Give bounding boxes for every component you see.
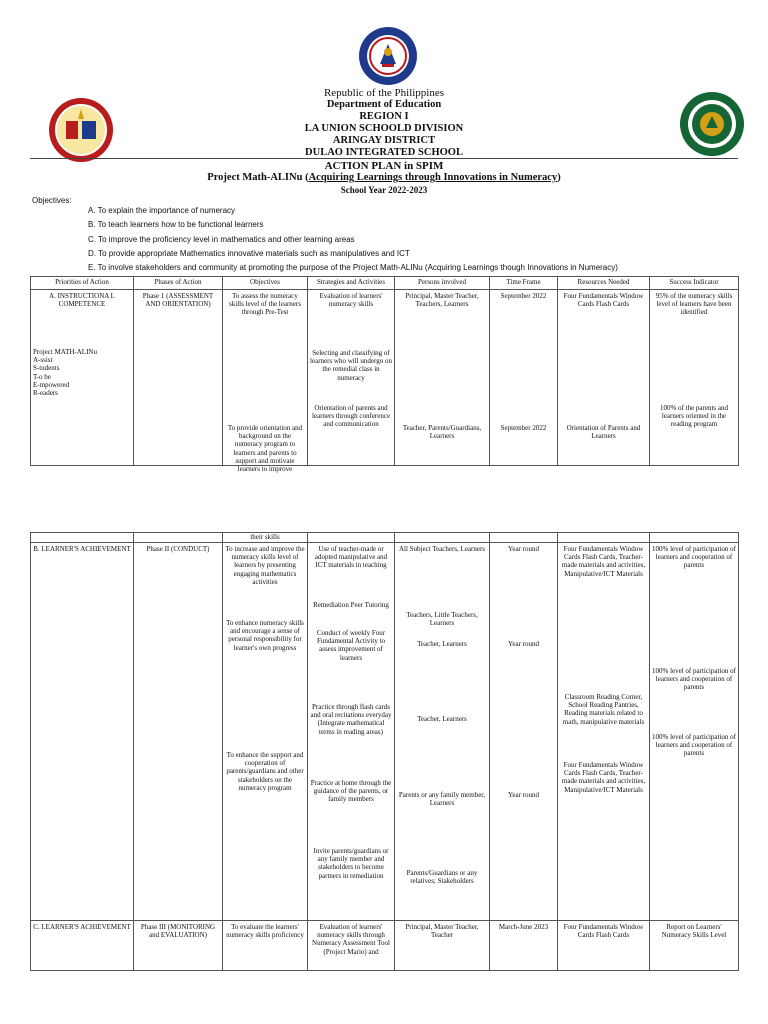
strategy-text: Remediation Peer Tutoring (313, 601, 389, 609)
resources-text: Classroom Reading Corner, School Reading Pantries, Reading materials related to math, manipulative materials (562, 693, 645, 726)
project-title-underlined: Acquiring Learnings through Innovations in Numeracy (308, 172, 558, 183)
acronym-line: R-eaders (33, 389, 58, 398)
priority-cell (31, 290, 134, 466)
time-cell (490, 290, 558, 466)
strategy-text: Evaluation of learners' numeracy skills through Numeracy Assessment Tool (Project Mario) and (312, 923, 390, 956)
objectives-label: Objectives: (32, 196, 72, 205)
success-cell (650, 543, 739, 921)
empty-cell (395, 533, 490, 543)
empty-cell (490, 533, 558, 543)
project-title-suffix: ) (557, 172, 561, 183)
resources-text: Four Fundamentals Window Cards Flash Cards (563, 923, 644, 940)
resources-text: Orientation of Parents and Learners (566, 424, 641, 441)
continued-objective-text: their skills (250, 533, 280, 541)
empty-cell (134, 533, 223, 543)
objective-e: E. To involve stakeholders and community at promoting the purpose of the Project Math-ALINu (Acquiring Learnings though Innovations in Numeracy) (88, 263, 618, 272)
persons-text: Principal, Master Teacher, Teacher (405, 923, 479, 940)
acronym-line: S-tudents (33, 364, 60, 373)
objective-text: To enhance the support and cooperation of parents/guardians and other stakeholders on the numeracy program (226, 751, 304, 792)
phase-text: Phase II (CONDUCT) (146, 545, 210, 553)
strategy-text: Selecting and classifying of learners who will undergo on the remedial class in numeracy (310, 349, 392, 382)
objective-text: To assess the numeracy skills level of the learners through Pre-Test (229, 292, 301, 317)
strategy-text: Practice through flash cards and oral recitations everyday (Integrate mathematical terms in reading areas) (310, 703, 392, 736)
project-title (0, 172, 768, 184)
acronym-line: Project MATH-ALINu (33, 348, 97, 356)
persons-text: Principal, Master Teacher, Teachers, Learners (405, 292, 479, 309)
resources-text: Four Fundamentals Window Cards Flash Cards (563, 292, 644, 309)
time-cell (490, 543, 558, 921)
phase-text: Phase III (MONITORING and EVALUATION) (140, 923, 216, 940)
continued-objective-cell (223, 533, 308, 543)
strategy-text: Evaluation of learners' numeracy skills (319, 292, 383, 309)
acronym-block (33, 348, 131, 397)
region-text: REGION I (359, 111, 409, 122)
acronym-line: A-ssist (33, 356, 53, 365)
priority-text: B. LEARNER'S ACHIEVEMENT (33, 545, 131, 553)
school-text: DULAO INTEGRATED SCHOOL (305, 147, 463, 158)
header-time-frame: Time Frame (490, 277, 558, 290)
acronym-line: E-mpowered (33, 380, 70, 389)
header-success: Success Indicator (650, 277, 739, 290)
header-persons: Persons involved (395, 277, 490, 290)
table-row (31, 533, 739, 543)
objectives-cell (223, 290, 308, 474)
phase-cell (134, 543, 223, 921)
priority-cell (31, 921, 134, 971)
strategy-text: Invite parents/guardians or any family member and stakeholders to become partners in remediation (313, 847, 389, 880)
empty-cell (308, 533, 395, 543)
success-cell (650, 290, 739, 466)
persons-cell (395, 543, 490, 921)
action-plan-table-part2 (30, 532, 739, 971)
objective-text: To increase and improve the numeracy skills level of learners by presenting engaging mathematics activities (225, 545, 305, 586)
project-title-prefix: Project Math-ALINu ( (207, 172, 309, 183)
persons-text: Teacher, Learners (417, 715, 467, 723)
time-text: Year round (508, 791, 539, 799)
resources-text: Four Fundamentals Window Cards Flash Cards, Teacher-made materials and activities, Manipulative/ICT Materials (561, 545, 646, 578)
empty-cell (31, 533, 134, 543)
persons-text: Teachers, Little Teachers, Learners (406, 611, 478, 628)
success-cell (650, 921, 739, 971)
district-text: ARINGAY DISTRICT (332, 135, 436, 146)
resources-text: Four Fundamentals Window Cards Flash Cards, Teacher-made materials and activities, Manipulative/ICT Materials (561, 761, 646, 794)
persons-cell (395, 921, 490, 971)
phase-text: Phase 1 (ASSESSMENT AND ORIENTATION) (142, 292, 214, 309)
phase-cell (134, 921, 223, 971)
table-row (31, 543, 739, 921)
time-cell (490, 921, 558, 971)
objective-a: A. To explain the importance of numeracy (88, 206, 236, 215)
strategy-text: Use of teacher-made or adopted manipulative and ICT materials in teaching (314, 545, 388, 570)
resources-cell (558, 543, 650, 921)
strategies-cell (308, 290, 395, 466)
success-text: 95% of the numeracy skills level of learners have been identified (655, 292, 733, 317)
plan-title-block (0, 160, 768, 196)
acronym-line: T-o be (33, 372, 51, 381)
objective-text: To provide orientation and background on the numeracy program to learners and parents to support and motivate learners to improve (227, 424, 303, 474)
plan-title: ACTION PLAN in SPIM (324, 160, 444, 172)
time-text: Year round (508, 545, 539, 553)
success-text: 100% of the parents and learners oriented in the reading program (659, 404, 729, 429)
header-objectives: Objectives (223, 277, 308, 290)
phase-cell (134, 290, 223, 466)
header-phases: Phases of Action (134, 277, 223, 290)
persons-cell (395, 290, 490, 466)
objectives-section (32, 196, 618, 272)
success-text: Report on Learners' Numeracy Skills Level (661, 923, 727, 940)
objectives-cell (223, 543, 308, 921)
resources-cell (558, 290, 650, 466)
success-text: 100% level of participation of learners and cooperation of parents (652, 733, 736, 758)
persons-text: Teacher, Learners (417, 640, 467, 648)
resources-cell (558, 921, 650, 971)
action-plan-table-part1 (30, 276, 739, 474)
republic-text: Republic of the Philippines (323, 87, 445, 99)
persons-text: All Subject Teachers, Learners (398, 545, 486, 553)
header-priorities: Priorities of Action (31, 277, 134, 290)
persons-text: Parents or any family member, Learners (398, 791, 486, 808)
persons-text: Parents/Guardians or any relatives; Stakeholders (406, 869, 478, 886)
strategy-text: Conduct of weekly Four Fundamental Activity to assess improvement of learners (316, 629, 386, 662)
department-text: Department of Education (326, 99, 442, 110)
objectives-cell (223, 921, 308, 971)
strategy-text: Orientation of parents and learners through conference and communication (311, 404, 391, 429)
success-text: 100% level of participation of learners and cooperation of parents (652, 545, 736, 570)
time-text: September 2022 (500, 424, 547, 432)
empty-cell (650, 533, 739, 543)
objective-text: To evaluate the learners' numeracy skills proficiency (226, 923, 304, 940)
objective-b: B. To teach learners how to be functional learners (88, 220, 264, 229)
table-row (31, 921, 739, 971)
objective-d: D. To provide appropriate Mathematics innovative materials such as manipulatives and ICT (88, 249, 410, 258)
strategies-cell (308, 543, 395, 921)
priority-text: A. INSTRUCTIONA L COMPETENCE (49, 292, 115, 309)
priority-cell (31, 543, 134, 921)
header-resources: Resources Needed (558, 277, 650, 290)
objective-text: To enhance numeracy skills and encourage a sense of personal responsibility for learner's own progress (226, 619, 304, 652)
school-year: School Year 2022-2023 (340, 185, 428, 195)
success-text: 100% level of participation of learners and cooperation of parents (652, 667, 736, 692)
time-text: March-June 2023 (498, 923, 549, 931)
header-rule (30, 158, 738, 159)
objective-c: C. To improve the proficiency level in mathematics and other learning areas (88, 235, 355, 244)
deped-seal-logo (358, 26, 418, 86)
empty-cell (558, 533, 650, 543)
persons-text: Teacher, Parents/Guardians, Learners (402, 424, 482, 441)
strategy-text: Practice at home through the guidance of the parents, or family members (310, 779, 392, 804)
time-text: September 2022 (500, 292, 547, 300)
division-text: LA UNION SCHOOLD DIVISION (304, 123, 464, 134)
table-row (31, 290, 739, 466)
header-strategies: Strategies and Activities (308, 277, 395, 290)
time-text: Year round (508, 640, 539, 648)
strategies-cell (308, 921, 395, 971)
letterhead (0, 87, 768, 159)
priority-text: C. LEARNER'S ACHIEVEMENT (33, 923, 131, 931)
